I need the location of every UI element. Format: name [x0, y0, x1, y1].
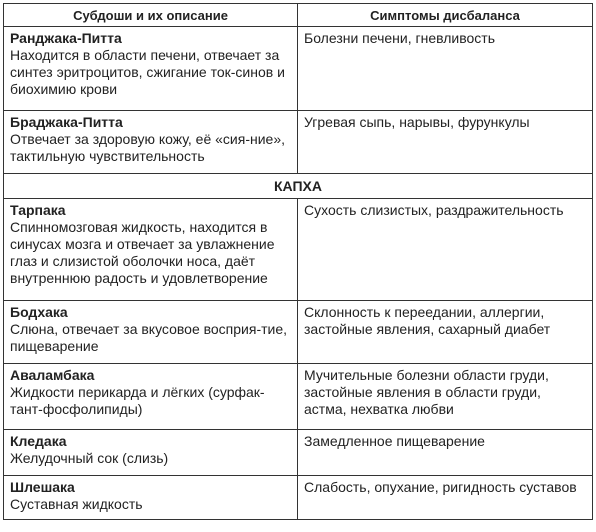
symptoms-cell: Сухость слизистых, раздражительность: [298, 199, 593, 301]
subdosha-name: Браджака-Питта: [10, 114, 123, 130]
subdosha-name: Аваламбака: [10, 367, 95, 383]
subdosha-description: Слюна, отвечает за вкусовое восприя-тие, пищеварение: [10, 321, 288, 354]
table-row: [4, 27, 593, 111]
symptoms-cell: Слабость, опухание, ригидность суставов: [298, 476, 593, 520]
subdosha-name: Тарпака: [10, 202, 66, 218]
table-row: [4, 364, 593, 430]
subdosha-description: Отвечает за здоровую кожу, её «сия-ние», тактильную чувствительность: [10, 131, 285, 164]
subdosha-name: Кледака: [10, 433, 67, 449]
subdosha-description: Жидкости перикарда и лёгких (сурфак-тант-фосфолипиды): [10, 384, 265, 417]
subdosha-cell: [4, 364, 298, 430]
subdosha-description: Суставная жидкость: [10, 496, 143, 512]
subdosha-description: Спинномозговая жидкость, находится в синусах мозга и отвечает за увлажнение глаз и слизистой оболочки носа, даёт внутреннюю радость и удовлетворение: [10, 219, 275, 286]
subdosha-description: Желудочный сок (слизь): [10, 450, 169, 466]
subdosha-table: [3, 3, 593, 520]
subdosha-cell: [4, 27, 298, 111]
subdosha-cell: [4, 301, 298, 364]
table-row: [4, 476, 593, 520]
table-header-row: [4, 4, 593, 27]
symptoms-cell: Болезни печени, гневливость: [298, 27, 593, 111]
subdosha-description: Находится в области печени, отвечает за синтез эритроцитов, сжигание ток-синов и биохимию крови: [10, 47, 285, 97]
subdosha-cell: [4, 111, 298, 174]
section-title: КАПХА: [4, 174, 593, 199]
header-symptoms: Симптомы дисбаланса: [298, 4, 593, 27]
table-row: [4, 111, 593, 174]
section-row-kapha: [4, 174, 593, 199]
header-subdoshas: Субдоши и их описание: [4, 4, 298, 27]
symptoms-cell: Замедленное пищеварение: [298, 430, 593, 476]
table-wrapper: [3, 3, 592, 528]
subdosha-cell: [4, 476, 298, 520]
table-row: [4, 430, 593, 476]
symptoms-cell: Мучительные болезни области груди, застойные явления в области груди, астма, нехватка любви: [298, 364, 593, 430]
symptoms-cell: Угревая сыпь, нарывы, фурункулы: [298, 111, 593, 174]
table-row: [4, 301, 593, 364]
symptoms-cell: Склонность к переедании, аллергии, застойные явления, сахарный диабет: [298, 301, 593, 364]
subdosha-name: Бодхака: [10, 304, 68, 320]
subdosha-cell: [4, 199, 298, 301]
table-row: [4, 199, 593, 301]
subdosha-cell: [4, 430, 298, 476]
subdosha-name: Ранджака-Питта: [10, 30, 122, 46]
subdosha-name: Шлешака: [10, 479, 75, 495]
